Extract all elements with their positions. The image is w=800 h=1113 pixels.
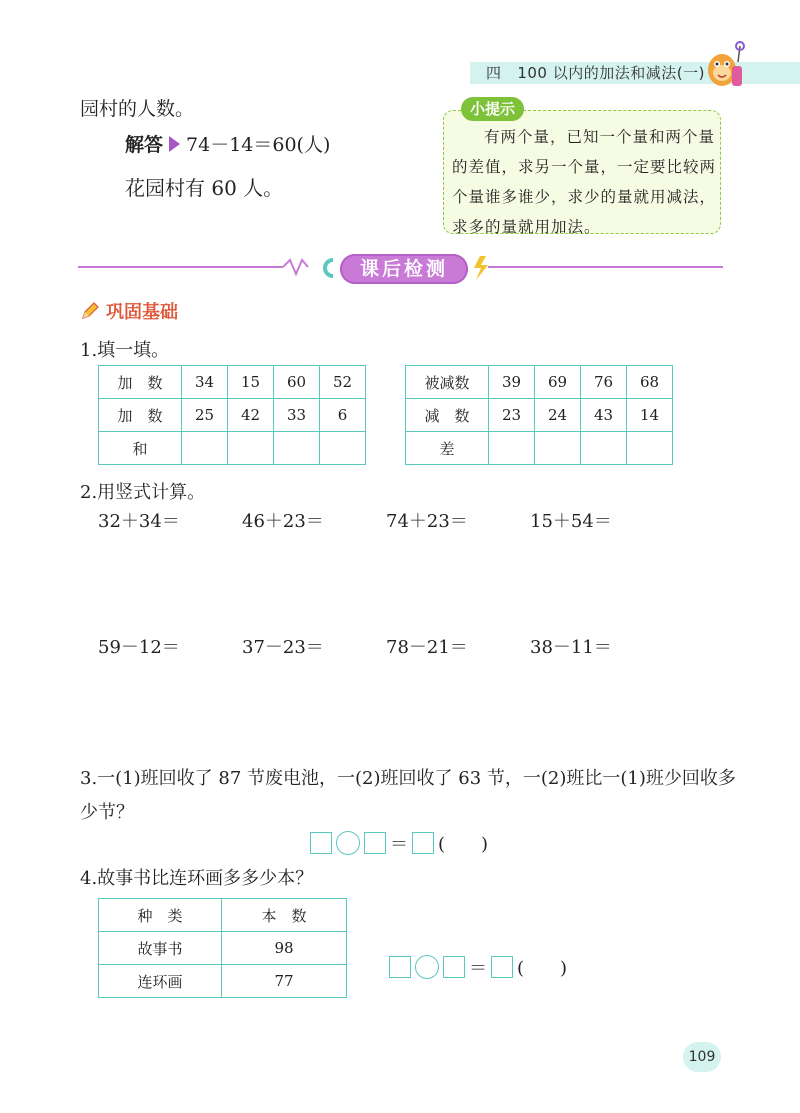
table-row — [406, 432, 673, 465]
answer-cell[interactable] — [228, 432, 274, 465]
table-row — [99, 366, 366, 399]
table-cell: 76 — [581, 366, 627, 399]
table-row — [406, 366, 673, 399]
calc-expression: 32＋34＝ — [98, 511, 180, 532]
subsection-title: 巩固基础 — [106, 302, 178, 323]
subtraction-table — [405, 365, 673, 465]
answer-cell[interactable] — [581, 432, 627, 465]
table-cell: 24 — [535, 399, 581, 432]
answer-cell[interactable] — [489, 432, 535, 465]
magnet-icon — [325, 260, 333, 276]
question-3-text: 3.一(1)班回收了 87 节废电池，一(2)班回收了 63 节，一(2)班比一(1)班少回收多少节？ — [80, 768, 736, 823]
answer-line — [125, 130, 330, 157]
answer-cell[interactable] — [182, 432, 228, 465]
table-cell: 98 — [222, 932, 347, 965]
tip-text: 有两个量，已知一个量和两个量的差值，求另一个量，一定要比较两个量谁多谁少，求少的量就用减法，求多的量就用加法。 — [452, 128, 717, 236]
calc-expression: 15＋54＝ — [530, 511, 612, 532]
answer-cell[interactable] — [535, 432, 581, 465]
unit-blank[interactable]: ( ) — [438, 834, 489, 855]
number-box[interactable] — [310, 832, 332, 854]
table-cell: 15 — [228, 366, 274, 399]
table-cell: 68 — [627, 366, 673, 399]
unit-blank[interactable]: ( ) — [517, 958, 568, 979]
question-1-label: 1.填一填。 — [80, 340, 170, 361]
table-row — [406, 399, 673, 432]
number-box[interactable] — [364, 832, 386, 854]
result-box[interactable] — [491, 956, 513, 978]
tip-title: 小提示 — [461, 97, 524, 121]
page-number: 109 — [683, 1042, 721, 1072]
table-header-row — [99, 899, 347, 932]
books-table — [98, 898, 347, 998]
operator-circle[interactable] — [415, 955, 439, 979]
calc-expression: 37－23＝ — [242, 637, 324, 658]
table-cell: 34 — [182, 366, 228, 399]
number-box[interactable] — [389, 956, 411, 978]
row-header: 差 — [406, 432, 489, 465]
question-2-label: 2.用竖式计算。 — [80, 482, 206, 503]
table-cell: 33 — [274, 399, 320, 432]
table-cell: 故事书 — [99, 932, 222, 965]
answer-conclusion: 花园村有 60 人。 — [125, 176, 284, 200]
table-cell: 14 — [627, 399, 673, 432]
question-4-label: 4.故事书比连环画多多少本？ — [80, 868, 314, 889]
calc-expression: 78－21＝ — [386, 637, 468, 658]
operator-circle[interactable] — [336, 831, 360, 855]
table-cell: 77 — [222, 965, 347, 998]
calc-expression: 59－12＝ — [98, 637, 180, 658]
table-cell: 连环画 — [99, 965, 222, 998]
intro-tail-text: 园村的人数。 — [80, 98, 195, 120]
calc-expression: 46＋23＝ — [242, 511, 324, 532]
answer-cell[interactable] — [627, 432, 673, 465]
table-cell: 42 — [228, 399, 274, 432]
answer-cell[interactable] — [274, 432, 320, 465]
result-box[interactable] — [412, 832, 434, 854]
lightning-icon — [474, 256, 488, 280]
chapter-number: 四 — [486, 64, 502, 82]
equals-sign: ＝ — [390, 834, 408, 855]
answer-label: 解答 — [125, 134, 164, 156]
row-header: 和 — [99, 432, 182, 465]
row-header: 被减数 — [406, 366, 489, 399]
addition-table — [98, 365, 366, 465]
mascot-icon — [700, 40, 748, 92]
answer-cell[interactable] — [320, 432, 366, 465]
column-header: 本 数 — [222, 899, 347, 932]
answer-expression: 74－14＝60(人) — [186, 134, 331, 156]
equation-blanks — [310, 830, 488, 856]
table-cell: 69 — [535, 366, 581, 399]
chapter-title: 100 以内的加法和减法(一) — [517, 64, 705, 82]
column-header: 种 类 — [99, 899, 222, 932]
table-row — [99, 432, 366, 465]
table-cell: 25 — [182, 399, 228, 432]
equation-blanks — [389, 954, 567, 980]
table-row — [99, 965, 347, 998]
pencil-icon — [80, 301, 100, 321]
table-cell: 52 — [320, 366, 366, 399]
arrow-right-icon — [169, 136, 180, 152]
table-row — [99, 932, 347, 965]
table-cell: 6 — [320, 399, 366, 432]
row-header: 减 数 — [406, 399, 489, 432]
calc-expression: 74＋23＝ — [386, 511, 468, 532]
section-title: 课后检测 — [340, 254, 468, 284]
chapter-header — [486, 62, 705, 83]
equals-sign: ＝ — [469, 958, 487, 979]
table-cell: 23 — [489, 399, 535, 432]
calc-expression: 38－11＝ — [530, 637, 612, 658]
row-header: 加 数 — [99, 366, 182, 399]
number-box[interactable] — [443, 956, 465, 978]
table-row — [99, 399, 366, 432]
table-cell: 43 — [581, 399, 627, 432]
table-cell: 39 — [489, 366, 535, 399]
row-header: 加 数 — [99, 399, 182, 432]
subsection-heading — [80, 298, 178, 324]
table-cell: 60 — [274, 366, 320, 399]
